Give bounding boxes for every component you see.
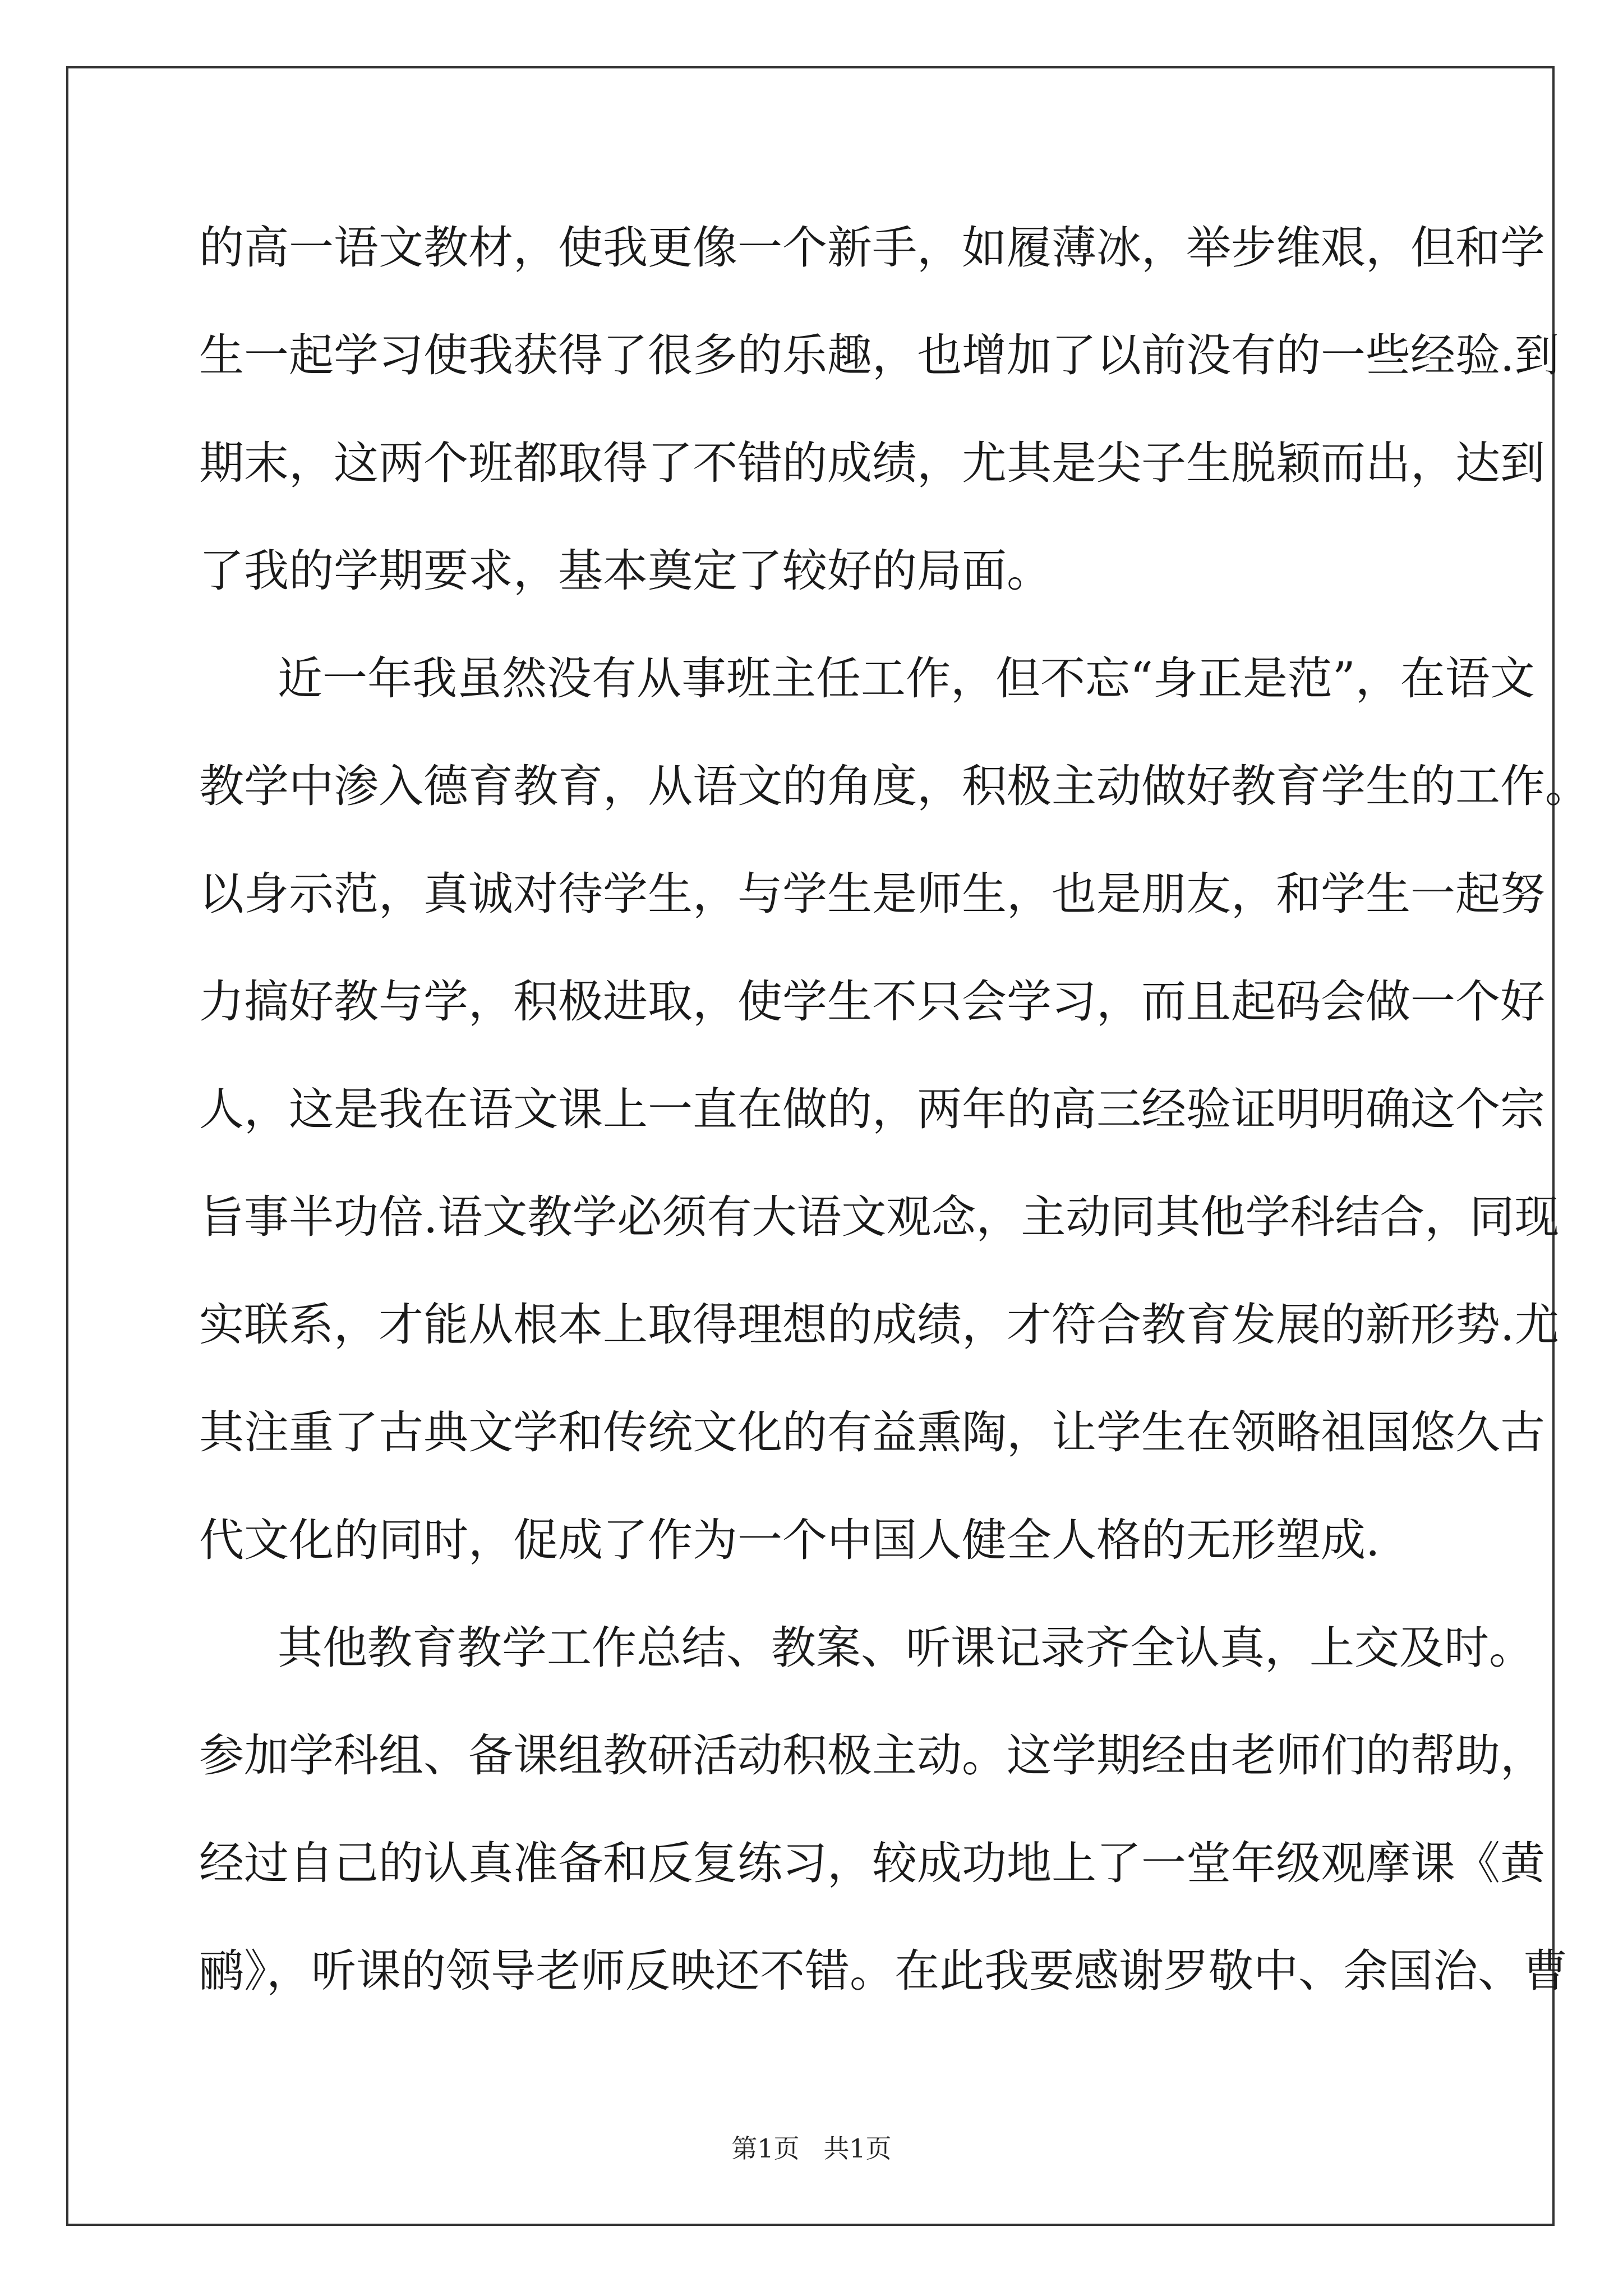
page-footer [0,2128,1623,2165]
text-line: 的高一语文教材，使我更像一个新手，如履薄冰，举步维艰，但和学 [199,222,1545,274]
text-line: 以身示范，真诚对待学生，与学生是师生，也是朋友，和学生一起努 [199,868,1545,920]
text-line: 生一起学习使我获得了很多的乐趣，也增加了以前没有的一些经验.到 [199,329,1560,381]
text-line: 其注重了古典文学和传统文化的有益熏陶，让学生在领略祖国悠久古 [199,1406,1545,1458]
text-line: 实联系，才能从根本上取得理想的成绩，才符合教育发展的新形势.尤 [199,1299,1560,1351]
text-line: 力搞好教与学，积极进取，使学生不只会学习，而且起码会做一个好 [199,976,1545,1028]
document-body [199,214,1590,2045]
text-line: 期末，这两个班都取得了不错的成绩，尤其是尖子生脱颖而出，达到 [199,437,1545,489]
text-line: 其他教育教学工作总结、教案、听课记录齐全认真，上交及时。 [278,1622,1534,1674]
text-line: 参加学科组、备课组教研活动积极主动。这学期经由老师们的帮助， [199,1729,1545,1782]
text-line: 人，这是我在语文课上一直在做的，两年的高三经验证明明确这个宗 [199,1083,1545,1135]
text-line: 教学中渗入德育教育，从语文的角度，积极主动做好教育学生的工作。 [199,760,1590,812]
page-number: 第1页 [731,2133,800,2164]
page-total: 共1页 [823,2133,892,2164]
text-line: 代文化的同时，促成了作为一个中国人健全人格的无形塑成. [199,1514,1380,1566]
text-line: 鹂》，听课的领导老师反映还不错。在此我要感谢罗敬中、余国治、曹 [199,1945,1567,1997]
text-line: 近一年我虽然没有从事班主任工作，但不忘“身正是范”，在语文 [278,652,1535,705]
text-line: 了我的学期要求，基本奠定了较好的局面。 [199,545,1052,597]
text-line: 经过自己的认真准备和反复练习，较成功地上了一堂年级观摩课《黄 [199,1837,1545,1889]
text-line: 旨事半功倍.语文教学必须有大语文观念，主动同其他学科结合，同现 [199,1191,1560,1243]
